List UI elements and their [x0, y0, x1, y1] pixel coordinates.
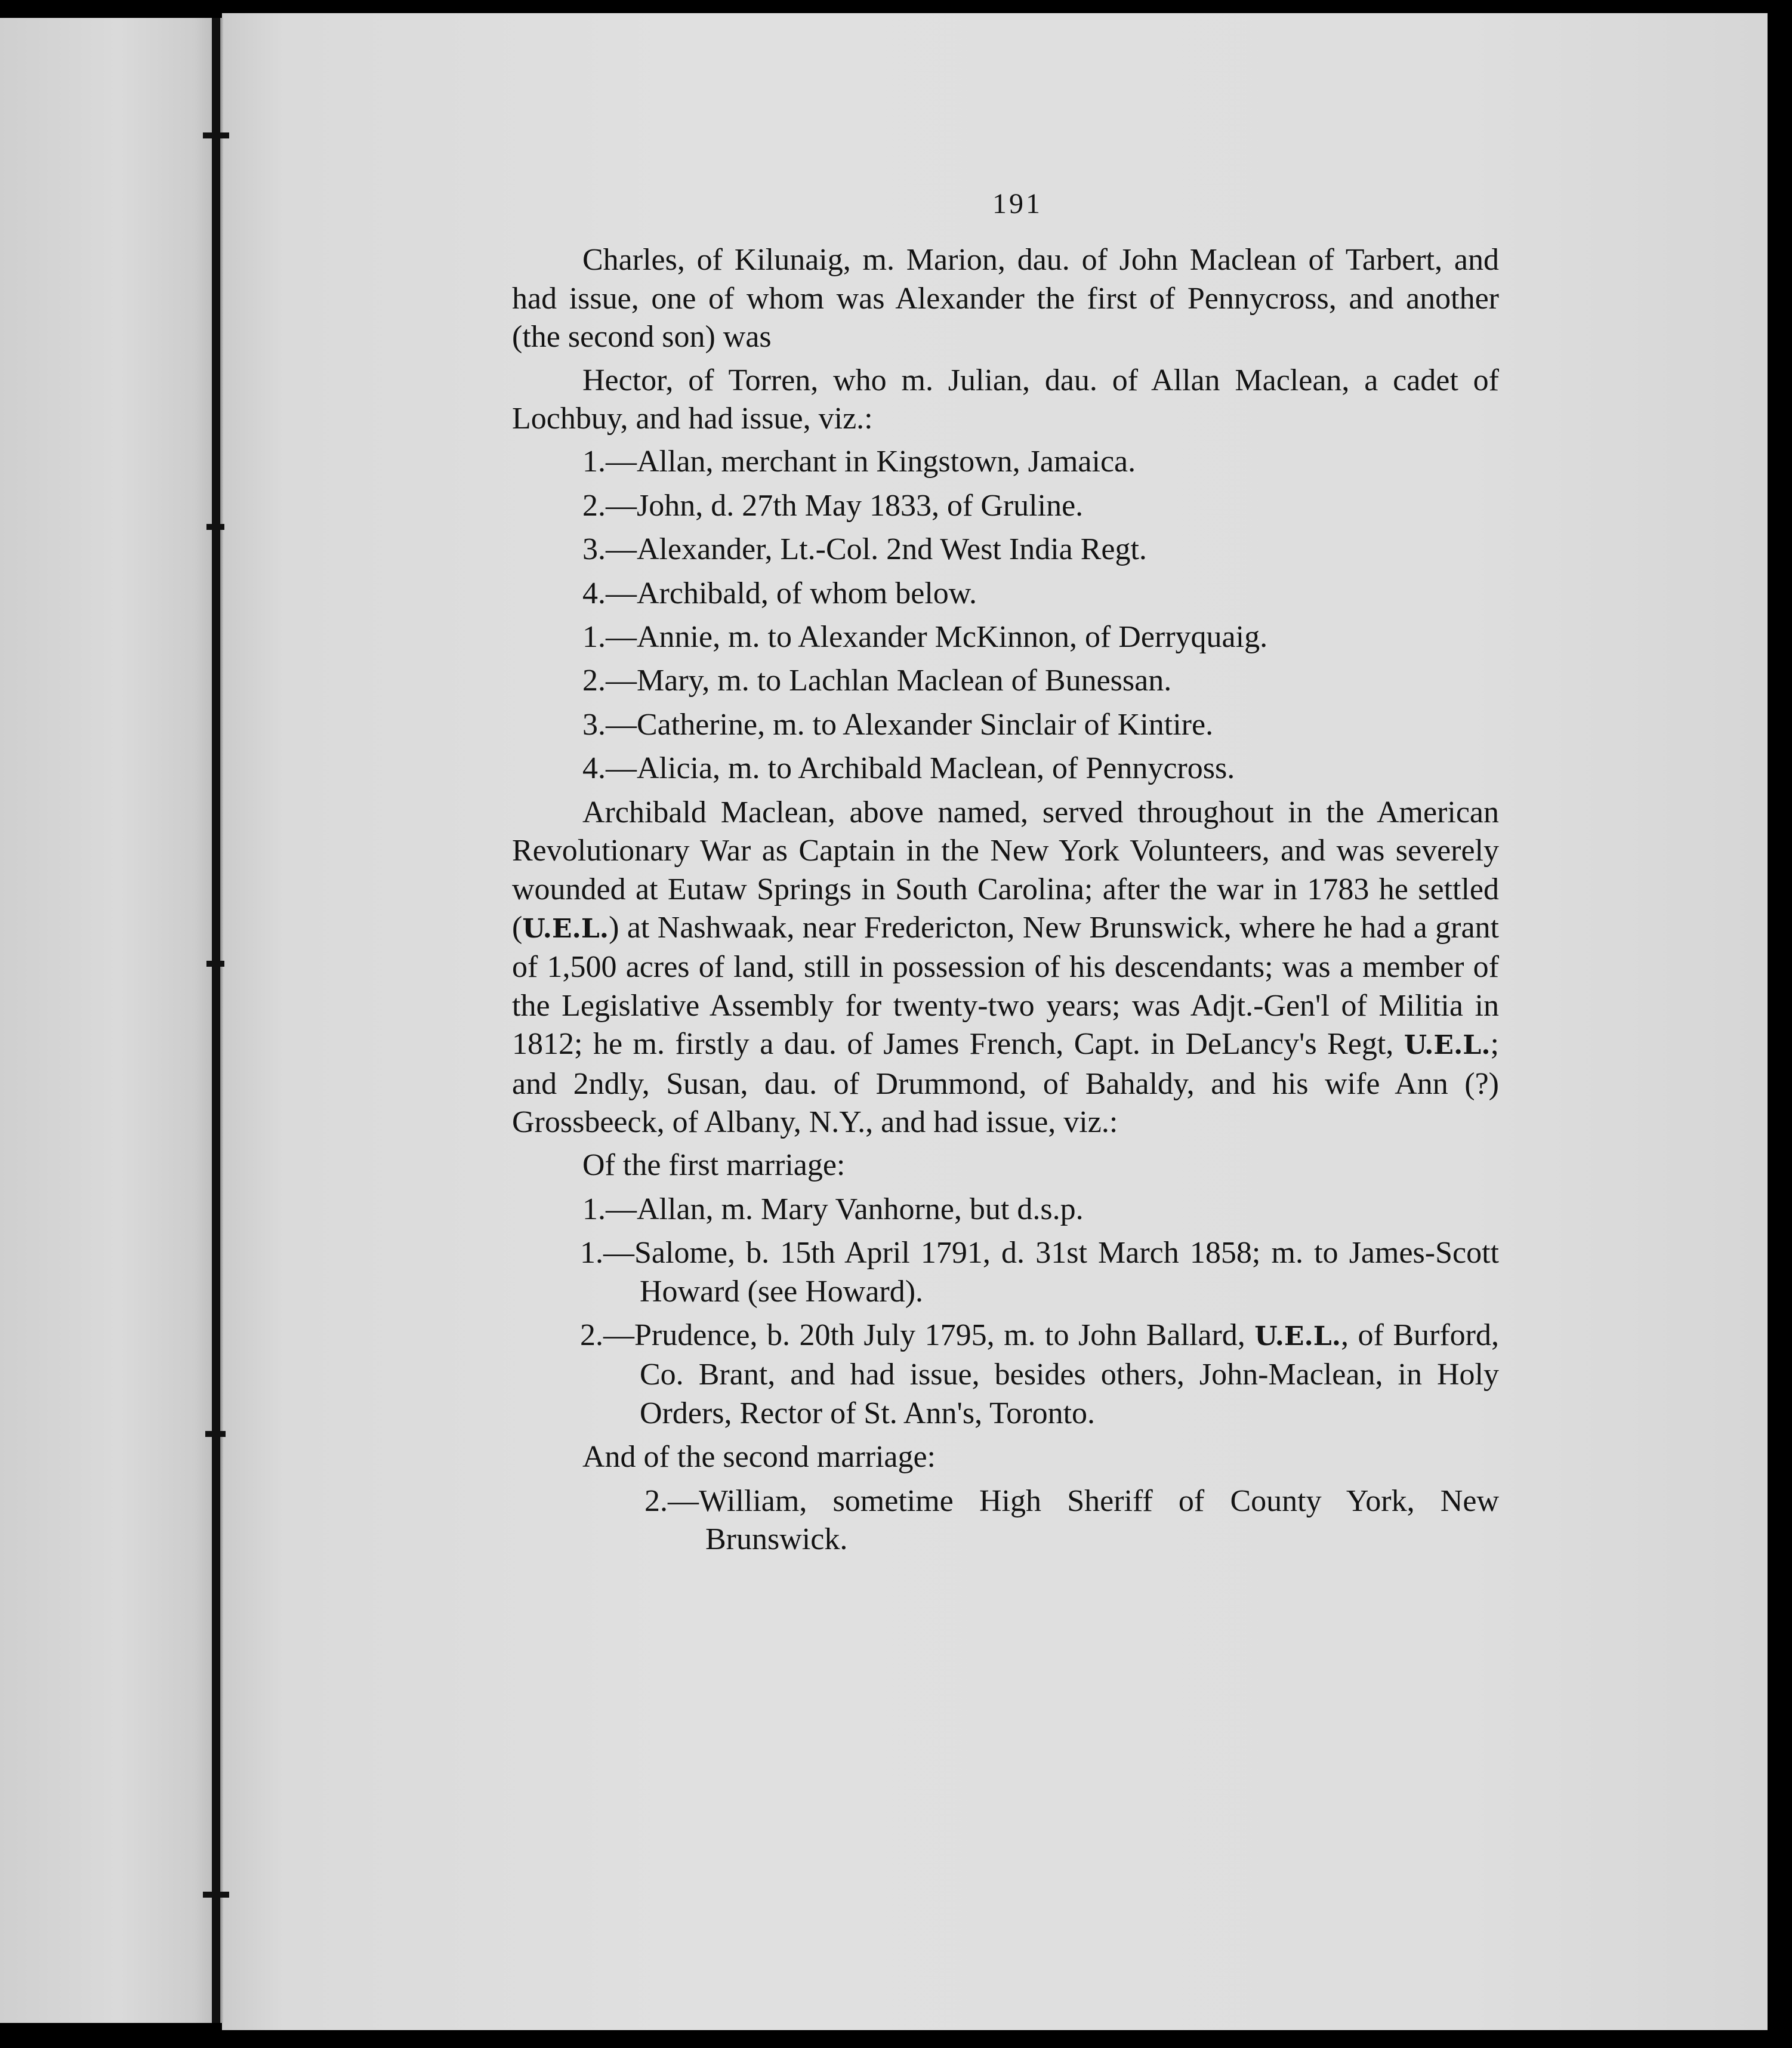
list-item: [512, 1316, 1499, 1433]
list-item: 2.—William, sometime High Sheriff of County York, New Brunswick.: [644, 1483, 1499, 1556]
list-item: 3.—Catherine, m. to Alexander Sinclair of Kintire.: [582, 707, 1214, 742]
binding-stitch: [206, 524, 224, 530]
binding-stitch: [206, 961, 224, 967]
list-item: 4.—Alicia, m. to Archibald Maclean, of Pennycross.: [582, 751, 1235, 786]
list-item: 1.—Allan, m. Mary Vanhorne, but d.s.p.: [582, 1192, 1084, 1226]
page-number: 191: [992, 188, 1042, 220]
archibald-text-1: Archibald Maclean, above named, served throughout in the American Revolutionary War as Captain in the New York Volunteers, and was severely wounded at Eutaw Springs in South Carolina; after the war in 1783 he settled (: [512, 795, 1499, 945]
uel-blackletter: U.E.L.: [1404, 1030, 1491, 1061]
paragraph-hector: Hector, of Torren, who m. Julian, dau. of Allan Maclean, a cadet of Lochbuy, and had issue, viz.:: [512, 363, 1499, 436]
uel-blackletter: U.E.L.: [522, 913, 609, 944]
list-item: 4.—Archibald, of whom below.: [582, 576, 977, 610]
page-body: [512, 185, 1499, 1564]
binding-stitch: [203, 132, 229, 138]
archibald-text-3: ; and 2ndly, Susan, dau. of Drummond, of Bahaldy, and his wife Ann (?) Grossbeeck, of Albany, N.Y., and had issue, viz.:: [512, 1027, 1499, 1139]
archibald-text-2: ) at Nashwaak, near Fredericton, New Brunswick, where he had a grant of 1,500 acres of land, still in possession of his descendants; was a member of the Legislative Assembly for twenty-two years; was Adjt.-Gen'l of Militia in 1812; he m. firstly a dau. of James French, Capt. in DeLancy's Regt,: [512, 910, 1499, 1062]
binding-stitch: [205, 1431, 226, 1437]
facing-page-edge: [0, 18, 216, 2023]
prudence-text-1: 2.—Prudence, b. 20th July 1795, m. to John Ballard,: [580, 1318, 1255, 1352]
list-item: 3.—Alexander, Lt.-Col. 2nd West India Regt.: [582, 532, 1147, 567]
paragraph-archibald: [512, 794, 1499, 1142]
second-marriage-heading: And of the second marriage:: [582, 1440, 936, 1475]
paragraph-charles: Charles, of Kilunaig, m. Marion, dau. of John Maclean of Tarbert, and had issue, one of whom was Alexander the first of Pennycross, and another (the second son) was: [512, 243, 1499, 354]
list-item: 2.—John, d. 27th May 1833, of Gruline.: [582, 488, 1084, 523]
uel-blackletter: U.E.L.: [1254, 1321, 1341, 1352]
list-item: 2.—Mary, m. to Lachlan Maclean of Bunessan.: [582, 664, 1172, 698]
list-item: 1.—Allan, merchant in Kingstown, Jamaica.: [582, 445, 1136, 479]
prudence-text-2: , of Burford, Co. Brant, and had issue, besides others, John-Maclean, in Holy Orders, Rector of St. Ann's, Toronto.: [640, 1318, 1499, 1430]
book-binding: [212, 18, 220, 2023]
binding-stitch: [203, 1892, 229, 1898]
list-item: 1.—Salome, b. 15th April 1791, d. 31st March 1858; m. to James-Scott Howard (see Howard).: [580, 1236, 1499, 1309]
first-marriage-heading: Of the first marriage:: [582, 1148, 846, 1183]
list-item: 1.—Annie, m. to Alexander McKinnon, of Derryquaig.: [582, 620, 1268, 655]
binding-shadow: [220, 18, 224, 2023]
